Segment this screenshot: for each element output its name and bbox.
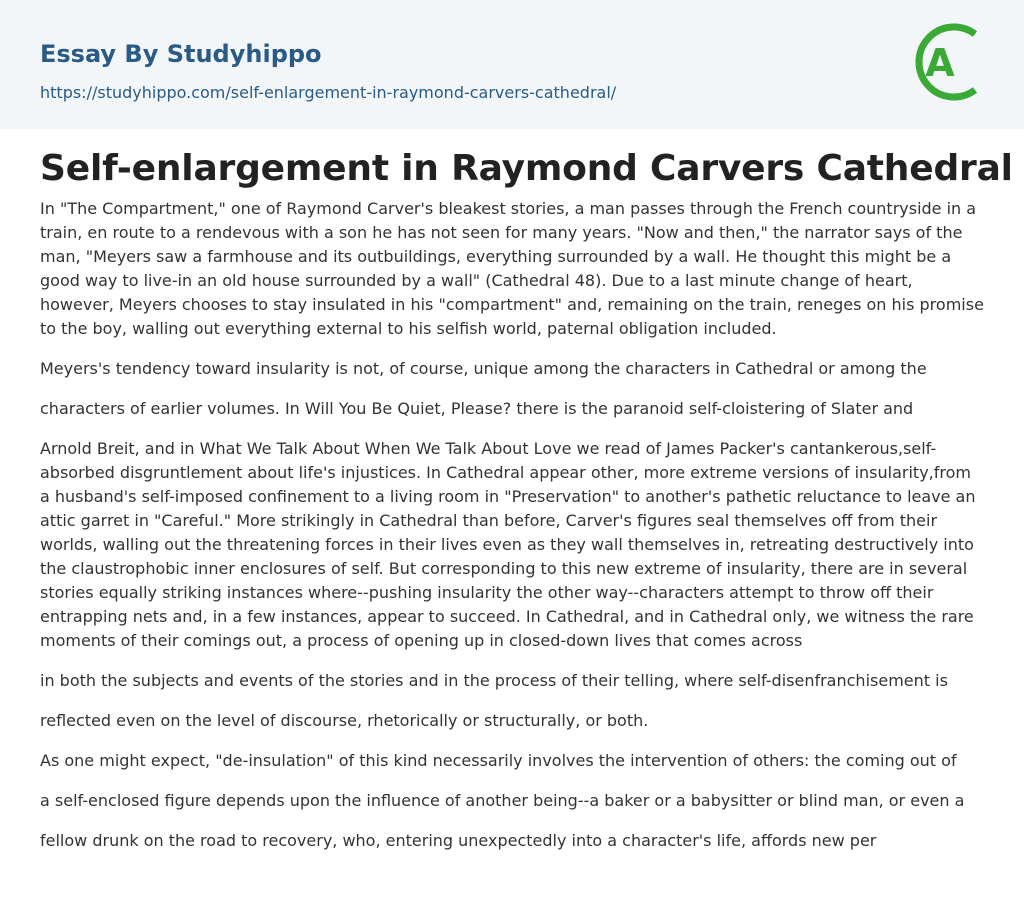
paragraph: Meyers's tendency toward insularity is not, of course, unique among the characters in Cathedral or among the — [40, 359, 927, 378]
paragraph: In "The Compartment," one of Raymond Carver's bleakest stories, a man passes through the French countryside in a train, en route to a rendevous with a son he has not seen for many years. "Now and then," the narrator says of the man, "Meyers saw a farmhouse and its outbuildings, everything surrounded by a wall. He thought this might be a good way to live-in an old house surrounded by a wall" (Cathedral 48). Due to a last minute change of heart, however, Meyers chooses to stay insulated in his "compartment" and, remaining on the train, reneges on his promise to the boy, walling out everything external to his selfish world, paternal obligation included. — [40, 199, 984, 338]
paragraph: a self-enclosed figure depends upon the influence of another being--a baker or a babysitter or blind man, or even a — [40, 791, 965, 810]
article-content — [40, 129, 1013, 853]
site-header — [0, 0, 1024, 129]
paragraph: Arnold Breit, and in What We Talk About When We Talk About Love we read of James Packer's cantankerous,self-absorbed disgruntlement about life's injustices. In Cathedral appear other, more extreme versions of insularity,from a husband's self-imposed confinement to a living room in "Preservation" to another's pathetic reluctance to leave an attic garret in "Careful." More strikingly in Cathedral than before, Carver's figures seal themselves off from their worlds, walling out the threatening forces in their lives even as they wall themselves in, retreating destructively into the claustrophobic inner enclosures of self. But corresponding to this new extreme of insularity, there are in several stories equally striking instances where--pushing insularity the other way--characters attempt to throw off their entrapping nets and, in a few instances, appear to succeed. In Cathedral, and in Cathedral only, we witness the rare moments of their comings out, a process of opening up in closed-down lives that comes across — [40, 439, 976, 650]
article-title: Self-enlargement in Raymond Carvers Cathedral — [40, 148, 1013, 189]
logo-letter: A — [925, 41, 955, 85]
studyhippo-logo-icon[interactable] — [913, 20, 985, 104]
paragraph: in both the subjects and events of the stories and in the process of their telling, where self-disenfranchisement is — [40, 671, 948, 690]
page-url-link[interactable]: https://studyhippo.com/self-enlargement-in-raymond-carvers-cathedral/ — [40, 83, 617, 102]
paragraph: reflected even on the level of discourse, rhetorically or structurally, or both. — [40, 711, 649, 730]
paragraph: characters of earlier volumes. In Will You Be Quiet, Please? there is the paranoid self-cloistering of Slater and — [40, 399, 914, 418]
brand-title[interactable]: Essay By Studyhippo — [40, 40, 322, 68]
paragraph: As one might expect, "de-insulation" of this kind necessarily involves the intervention of others: the coming out of — [40, 751, 957, 770]
paragraph: fellow drunk on the road to recovery, who, entering unexpectedly into a character's life, affords new per — [40, 831, 877, 850]
